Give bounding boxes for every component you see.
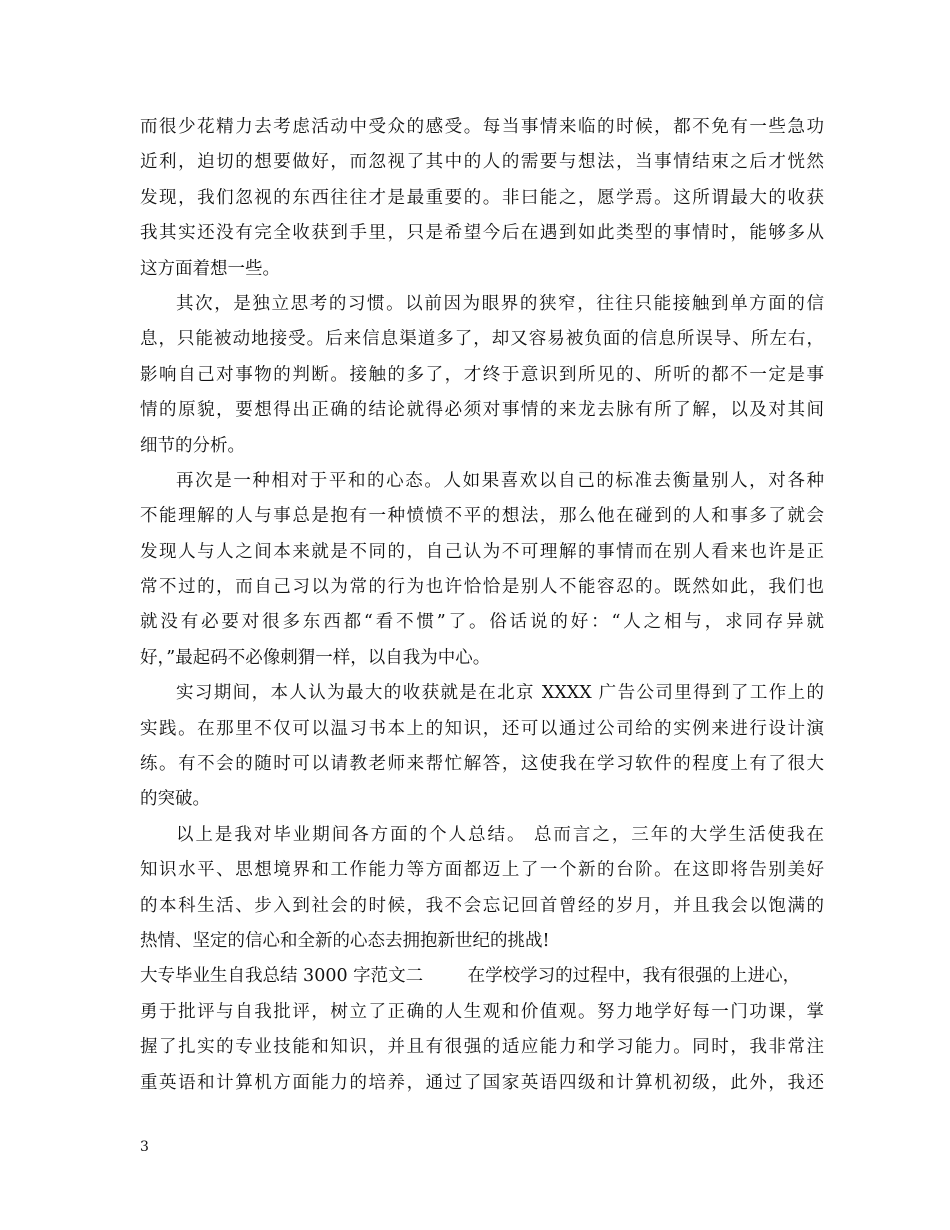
- text-line: 我其实还没有完全收获到手里，只是希望今后在遇到如此类型的事情时，能够多从: [140, 223, 824, 244]
- text-line: 握了扎实的专业技能和知识，并且有很强的适应能力和学习能力。同时，我非常注: [140, 1037, 824, 1058]
- text-line: 重英语和计算机方面能力的培养，通过了国家英语四级和计算机初级，此外，我还: [140, 1072, 824, 1093]
- section-heading-line: 大专毕业生自我总结 3000 字范文二 在学校学习的过程中，我有很强的上进心，: [140, 966, 801, 987]
- text-line: 热情、坚定的信心和全新的心态去拥抱新世纪的挑战!: [140, 930, 550, 951]
- text-line: 好，”最起码不必像刺猬一样，以自我为中心。: [140, 647, 491, 668]
- text-line: 发现，我们忽视的东西往往才是最重要的。非曰能之，愿学焉。这所谓最大的收获: [140, 187, 824, 208]
- text-line: 近利，迫切的想要做好，而忽视了其中的人的需要与想法，当事情结束之后才恍然: [140, 152, 824, 173]
- paragraph-start-line: 再次是一种相对于平和的心态。人如果喜欢以自己的标准去衡量别人，对各种: [176, 470, 824, 491]
- text-line: 情的原貌，要想得出正确的结论就得必须对事情的来龙去脉有所了解，以及对其间: [140, 400, 824, 421]
- page-number: 3: [140, 1139, 149, 1155]
- text-line: 练。有不会的随时可以请教老师来帮忙解答，这使我在学习软件的程度上有了很大: [140, 754, 824, 775]
- text-line: 不能理解的人与事总是抱有一种愤愤不平的想法，那么他在碰到的人和事多了就会: [140, 506, 824, 527]
- text-line: 而很少花精力去考虑活动中受众的感受。每当事情来临的时候，都不免有一些急功: [140, 117, 824, 137]
- text-line: 细节的分析。: [140, 435, 245, 456]
- paragraph-start-line: 以上是我对毕业期间各方面的个人总结。 总而言之，三年的大学生活使我在: [176, 824, 824, 845]
- text-line: 息，只能被动地接受。后来信息渠道多了，却又容易被负面的信息所误导、所左右，: [140, 329, 824, 350]
- text-line: 的突破。: [140, 789, 210, 810]
- text-line: 实践。在那里不仅可以温习书本上的知识，还可以通过公司给的实例来进行设计演: [140, 718, 824, 739]
- text-line: 常不过的，而自己习以为常的行为也许恰恰是别人不能容忍的。既然如此，我们也: [140, 577, 824, 598]
- text-line: 就没有必要对很多东西都“看不惯”了。俗话说的好：“人之相与，求同存异就: [140, 612, 824, 633]
- text-line: 的本科生活、步入到社会的时候，我不会忘记回首曾经的岁月，并且我会以饱满的: [140, 895, 824, 916]
- paragraph-start-line: 其次，是独立思考的习惯。以前因为眼界的狭窄，往往只能接触到单方面的信: [176, 293, 824, 314]
- text-line: 影响自己对事物的判断。接触的多了，才终于意识到所见的、所听的都不一定是事: [140, 364, 824, 385]
- paragraph-start-line: 实习期间，本人认为最大的收获就是在北京 XXXX 广告公司里得到了工作上的: [176, 683, 824, 704]
- text-line: 发现人与人之间本来就是不同的，自己认为不可理解的事情而在别人看来也许是正: [140, 541, 824, 562]
- text-line: 勇于批评与自我批评，树立了正确的人生观和价值观。努力地学好每一门功课，掌: [140, 1001, 824, 1022]
- document-body: [140, 110, 824, 1101]
- text-line: 知识水平、思想境界和工作能力等方面都迈上了一个新的台阶。在这即将告别美好: [140, 860, 824, 881]
- text-line: 这方面着想一些。: [140, 258, 280, 279]
